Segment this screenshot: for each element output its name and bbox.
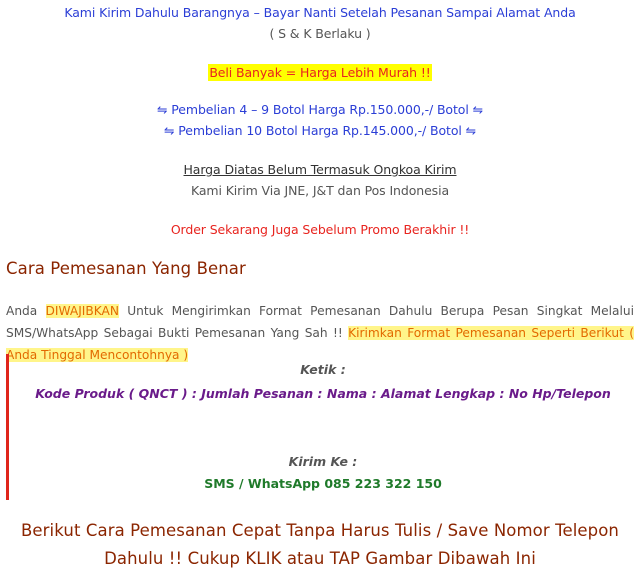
mandatory-highlight: DIWAJIBKAN: [45, 304, 119, 318]
courier-list: Kami Kirim Via JNE, J&T dan Pos Indonesia: [190, 183, 450, 198]
contact-number: SMS / WhatsApp 085 223 322 150: [204, 476, 442, 491]
cta-line-1: Berikut Cara Pemesanan Cepat Tanpa Harus Tulis / Save Nomor Telepon: [21, 521, 619, 540]
order-cta: [0, 517, 640, 573]
terms-note: ( S & K Berlaku ): [269, 26, 371, 41]
promo-block: [0, 62, 640, 83]
pricing-block: [0, 99, 640, 141]
order-now-text: Order Sekarang Juga Sebelum Promo Berakhir !!: [170, 222, 470, 237]
instruction-text: Anda: [6, 304, 46, 318]
intro-line: Kami Kirim Dahulu Barangnya – Bayar Nanti Setelah Pesanan Sampai Alamat Anda: [64, 5, 576, 20]
format-highlight: Kirimkan Format Pemesanan Seperti Berikut ( Anda Tinggal Mencontohnya ): [6, 326, 634, 362]
price-tier-2: ⇋ Pembelian 10 Botol Harga Rp.145.000,-/ Botol ⇋: [163, 123, 477, 138]
shipping-block: [0, 159, 640, 201]
cta-line-2: Dahulu !! Cukup KLIK atau TAP Gambar Dibawah Ini: [104, 549, 536, 568]
intro-block: [0, 2, 640, 44]
order-format-box: [6, 354, 637, 500]
promo-headline: Beli Banyak = Harga Lebih Murah !!: [209, 65, 431, 80]
order-format-template: Kode Produk ( QNCT ) : Jumlah Pesanan : Nama : Alamat Lengkap : No Hp/Telepon: [35, 386, 611, 401]
section-heading: Cara Pemesanan Yang Benar: [6, 259, 246, 278]
instruction-text: Untuk Mengirimkan Format Pemesanan Dahulu Berupa Pesan Singkat Melalui SMS/WhatsApp Sebagai Bukti Pemesanan Yang Sah !!: [6, 304, 635, 340]
shipping-cost-note: Harga Diatas Belum Termasuk Ongkoa Kirim: [183, 162, 457, 177]
order-now-block: [0, 219, 640, 240]
price-tier-1: ⇋ Pembelian 4 – 9 Botol Harga Rp.150.000,-/ Botol ⇋: [157, 102, 483, 117]
type-label: Ketik :: [300, 362, 346, 377]
send-to-label: Kirim Ke :: [288, 454, 358, 469]
